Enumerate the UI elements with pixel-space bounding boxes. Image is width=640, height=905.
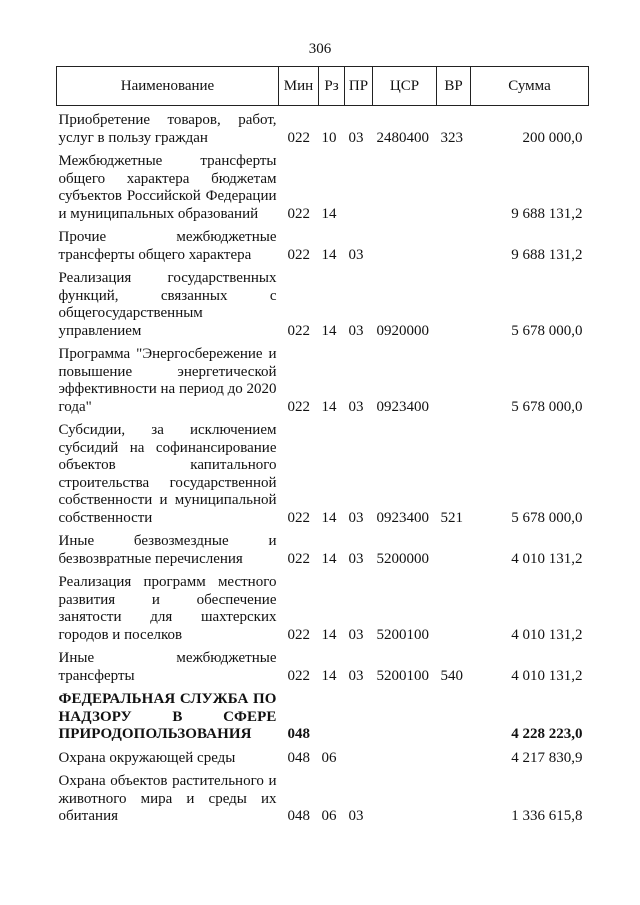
- table-row: [57, 147, 589, 223]
- row-sum: 9 688 131,2: [511, 205, 583, 222]
- row-vr: 540: [440, 667, 463, 684]
- column-header-min: Мин: [279, 67, 319, 106]
- row-sum: 4 228 223,0: [511, 726, 583, 742]
- table-row: [57, 568, 589, 644]
- row-name: Иные межбюджетные трансферты: [58, 650, 277, 684]
- column-header-pr: ПР: [345, 67, 373, 106]
- row-name: Субсидии, за исключением субсидий на софинансирование объектов капитального строительства государственной собственности и муниципальной собственности: [58, 422, 277, 526]
- row-vr: [437, 744, 471, 768]
- row-sum: 4 217 830,9: [511, 749, 583, 766]
- row-rz: 06: [321, 808, 337, 824]
- row-rz: 14: [321, 322, 337, 339]
- row-pr: 03: [348, 398, 364, 415]
- row-min: 022: [287, 667, 310, 684]
- row-csr: 0920000: [376, 322, 429, 339]
- row-csr: 0923400: [376, 509, 429, 526]
- column-header-name: Наименование: [57, 67, 279, 106]
- row-vr: [437, 568, 471, 644]
- row-rz: 14: [321, 398, 337, 415]
- row-vr: [437, 264, 471, 340]
- row-pr: 03: [348, 246, 364, 263]
- row-pr: 03: [348, 667, 364, 684]
- row-vr: [437, 147, 471, 223]
- row-sum: 4 010 131,2: [511, 667, 583, 684]
- row-pr: [345, 744, 373, 768]
- row-rz: 14: [321, 626, 337, 643]
- row-pr: 03: [348, 808, 364, 824]
- row-rz: 14: [321, 246, 337, 263]
- row-min: 022: [287, 246, 310, 263]
- table-row: [57, 340, 589, 416]
- row-sum: 5 678 000,0: [511, 509, 583, 526]
- row-name: Программа "Энергосбережение и повышение энергетической эффективности на период до 2020 года": [58, 346, 277, 415]
- row-name: Реализация государственных функций, связанных с общегосударственным управлением: [58, 270, 277, 339]
- row-min: 022: [287, 509, 310, 526]
- row-csr: 5200000: [376, 550, 429, 567]
- row-min: 022: [287, 398, 310, 415]
- budget-table: [56, 66, 589, 826]
- table-row-agency: [57, 685, 589, 744]
- row-rz: 10: [321, 129, 337, 146]
- row-name: Прочие межбюджетные трансферты общего характера: [58, 229, 277, 263]
- row-sum: 4 010 131,2: [511, 626, 583, 643]
- table-row: [57, 264, 589, 340]
- row-rz: 06: [321, 749, 337, 766]
- row-sum: 5 678 000,0: [511, 322, 583, 339]
- row-vr: [437, 340, 471, 416]
- row-sum: 5 678 000,0: [511, 398, 583, 415]
- row-rz: 14: [321, 667, 337, 684]
- row-name: Межбюджетные трансферты общего характера бюджетам субъектов Российской Федерации и муниципальных образований: [58, 153, 277, 222]
- row-rz: 14: [321, 550, 337, 567]
- row-vr: [437, 223, 471, 264]
- row-min: 022: [287, 550, 310, 567]
- row-pr: [345, 147, 373, 223]
- row-pr: [345, 685, 373, 744]
- row-pr: 03: [348, 129, 364, 146]
- row-min: 048: [287, 808, 310, 824]
- row-min: 048: [287, 749, 310, 766]
- row-rz: [319, 685, 345, 744]
- row-sum: 9 688 131,2: [511, 246, 583, 263]
- row-name: ФЕДЕРАЛЬНАЯ СЛУЖБА ПО НАДЗОРУ В СФЕРЕ ПРИРОДОПОЛЬЗОВАНИЯ: [58, 691, 277, 742]
- row-vr: 323: [440, 129, 463, 146]
- row-csr: [373, 223, 437, 264]
- row-min: 022: [287, 205, 310, 222]
- row-pr: 03: [348, 322, 364, 339]
- column-header-vr: ВР: [437, 67, 471, 106]
- table-row: [57, 527, 589, 568]
- row-name: Иные безвозмездные и безвозвратные перечисления: [58, 533, 277, 567]
- row-csr: [373, 744, 437, 768]
- table-row: [57, 644, 589, 685]
- table-row: [57, 744, 589, 768]
- row-rz: 14: [321, 509, 337, 526]
- row-name: Охрана окружающей среды: [58, 749, 236, 766]
- table-row: [57, 223, 589, 264]
- row-min: 022: [287, 129, 310, 146]
- table-row: [57, 106, 589, 148]
- row-name: Охрана объектов растительного и животного мира и среды их обитания: [58, 773, 277, 824]
- column-header-sum: Сумма: [471, 67, 589, 106]
- row-name: Приобретение товаров, работ, услуг в пользу граждан: [58, 112, 277, 146]
- column-header-csr: ЦСР: [373, 67, 437, 106]
- table-row: [57, 767, 589, 826]
- row-min: 048: [287, 726, 310, 742]
- row-csr: 5200100: [376, 667, 429, 684]
- row-rz: 14: [321, 205, 337, 222]
- row-pr: 03: [348, 626, 364, 643]
- row-csr: [373, 147, 437, 223]
- row-csr: [373, 767, 437, 826]
- row-sum: 4 010 131,2: [511, 550, 583, 567]
- table-header-row: [57, 67, 589, 106]
- row-name: Реализация программ местного развития и обеспечение занятости для шахтерских городов и поселков: [58, 574, 277, 643]
- row-vr: [437, 527, 471, 568]
- row-vr: 521: [440, 509, 463, 526]
- row-sum: 200 000,0: [522, 129, 583, 146]
- row-csr: 0923400: [376, 398, 429, 415]
- row-pr: 03: [348, 550, 364, 567]
- row-vr: [437, 685, 471, 744]
- row-vr: [437, 767, 471, 826]
- column-header-rz: Рз: [319, 67, 345, 106]
- row-sum: 1 336 615,8: [511, 808, 583, 824]
- row-min: 022: [287, 322, 310, 339]
- table-row: [57, 416, 589, 527]
- row-csr: [373, 685, 437, 744]
- row-csr: 2480400: [376, 129, 429, 146]
- row-csr: 5200100: [376, 626, 429, 643]
- page-number: 306: [308, 41, 332, 57]
- row-min: 022: [287, 626, 310, 643]
- row-pr: 03: [348, 509, 364, 526]
